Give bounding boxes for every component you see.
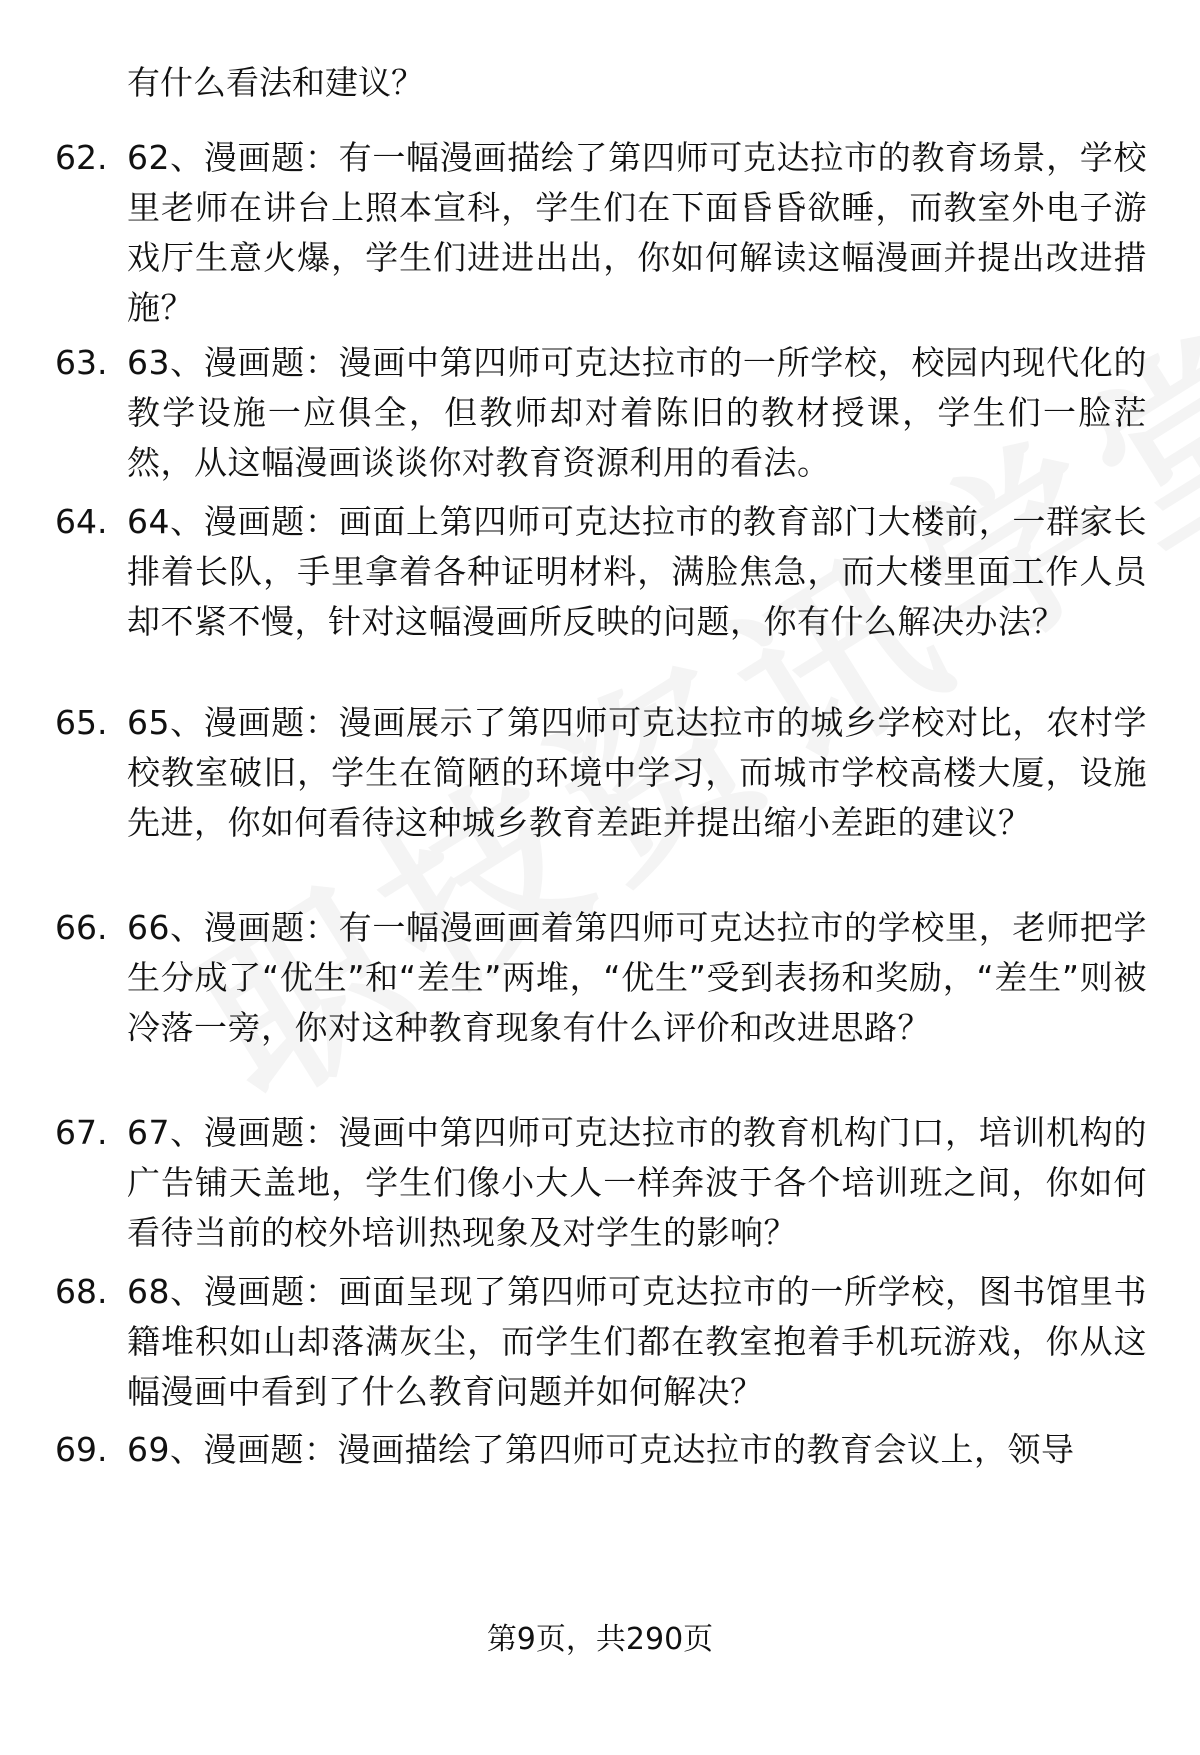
question-number: 68. xyxy=(55,1272,108,1311)
page-footer: 第9页，共290页 xyxy=(486,1622,714,1657)
question-text: 68、漫画题：画面呈现了第四师可克达拉市的一所学校，图书馆里书籍堆积如山却落满灰尘，而学生们都在教室抱着手机玩游戏，你从这幅漫画中看到了什么教育问题并如何解决？ xyxy=(127,1272,1147,1411)
question-text: 66、漫画题：有一幅漫画画着第四师可克达拉市的学校里，老师把学生分成了“优生”和“差生”两堆，“优生”受到表扬和奖励，“差生”则被冷落一旁，你对这种教育现象有什么评价和改进思路？ xyxy=(127,908,1147,1047)
question-number: 62. xyxy=(55,138,108,177)
question-text: 67、漫画题：漫画中第四师可克达拉市的教育机构门口，培训机构的广告铺天盖地，学生们像小大人一样奔波于各个培训班之间，你如何看待当前的校外培训热现象及对学生的影响？ xyxy=(127,1113,1147,1252)
continued-question-text: 有什么看法和建议？ xyxy=(127,63,424,102)
question-text: 64、漫画题：画面上第四师可克达拉市的教育部门大楼前，一群家长排着长队，手里拿着各种证明材料，满脸焦急，而大楼里面工作人员却不紧不慢，针对这幅漫画所反映的问题，你有什么解决办法？ xyxy=(127,502,1147,641)
question-number: 67. xyxy=(55,1113,108,1152)
question-number: 66. xyxy=(55,908,108,947)
question-number: 64. xyxy=(55,502,108,541)
question-text: 69、漫画题：漫画描绘了第四师可克达拉市的教育会议上，领导 xyxy=(127,1430,1075,1469)
question-number: 65. xyxy=(55,703,108,742)
question-text: 62、漫画题：有一幅漫画描绘了第四师可克达拉市的教育场景，学校里老师在讲台上照本宣科，学生们在下面昏昏欲睡，而教室外电子游戏厅生意火爆，学生们进进出出，你如何解读这幅漫画并提出改进措施？ xyxy=(127,138,1147,327)
question-text: 63、漫画题：漫画中第四师可克达拉市的一所学校，校园内现代化的教学设施一应俱全，但教师却对着陈旧的教材授课，学生们一脸茫然，从这幅漫画谈谈你对教育资源利用的看法。 xyxy=(127,343,1147,482)
question-number: 63. xyxy=(55,343,108,382)
question-text: 65、漫画题：漫画展示了第四师可克达拉市的城乡学校对比，农村学校教室破旧，学生在简陋的环境中学习，而城市学校高楼大厦，设施先进，你如何看待这种城乡教育差距并提出缩小差距的建议？ xyxy=(127,703,1147,842)
question-number: 69. xyxy=(55,1430,108,1469)
